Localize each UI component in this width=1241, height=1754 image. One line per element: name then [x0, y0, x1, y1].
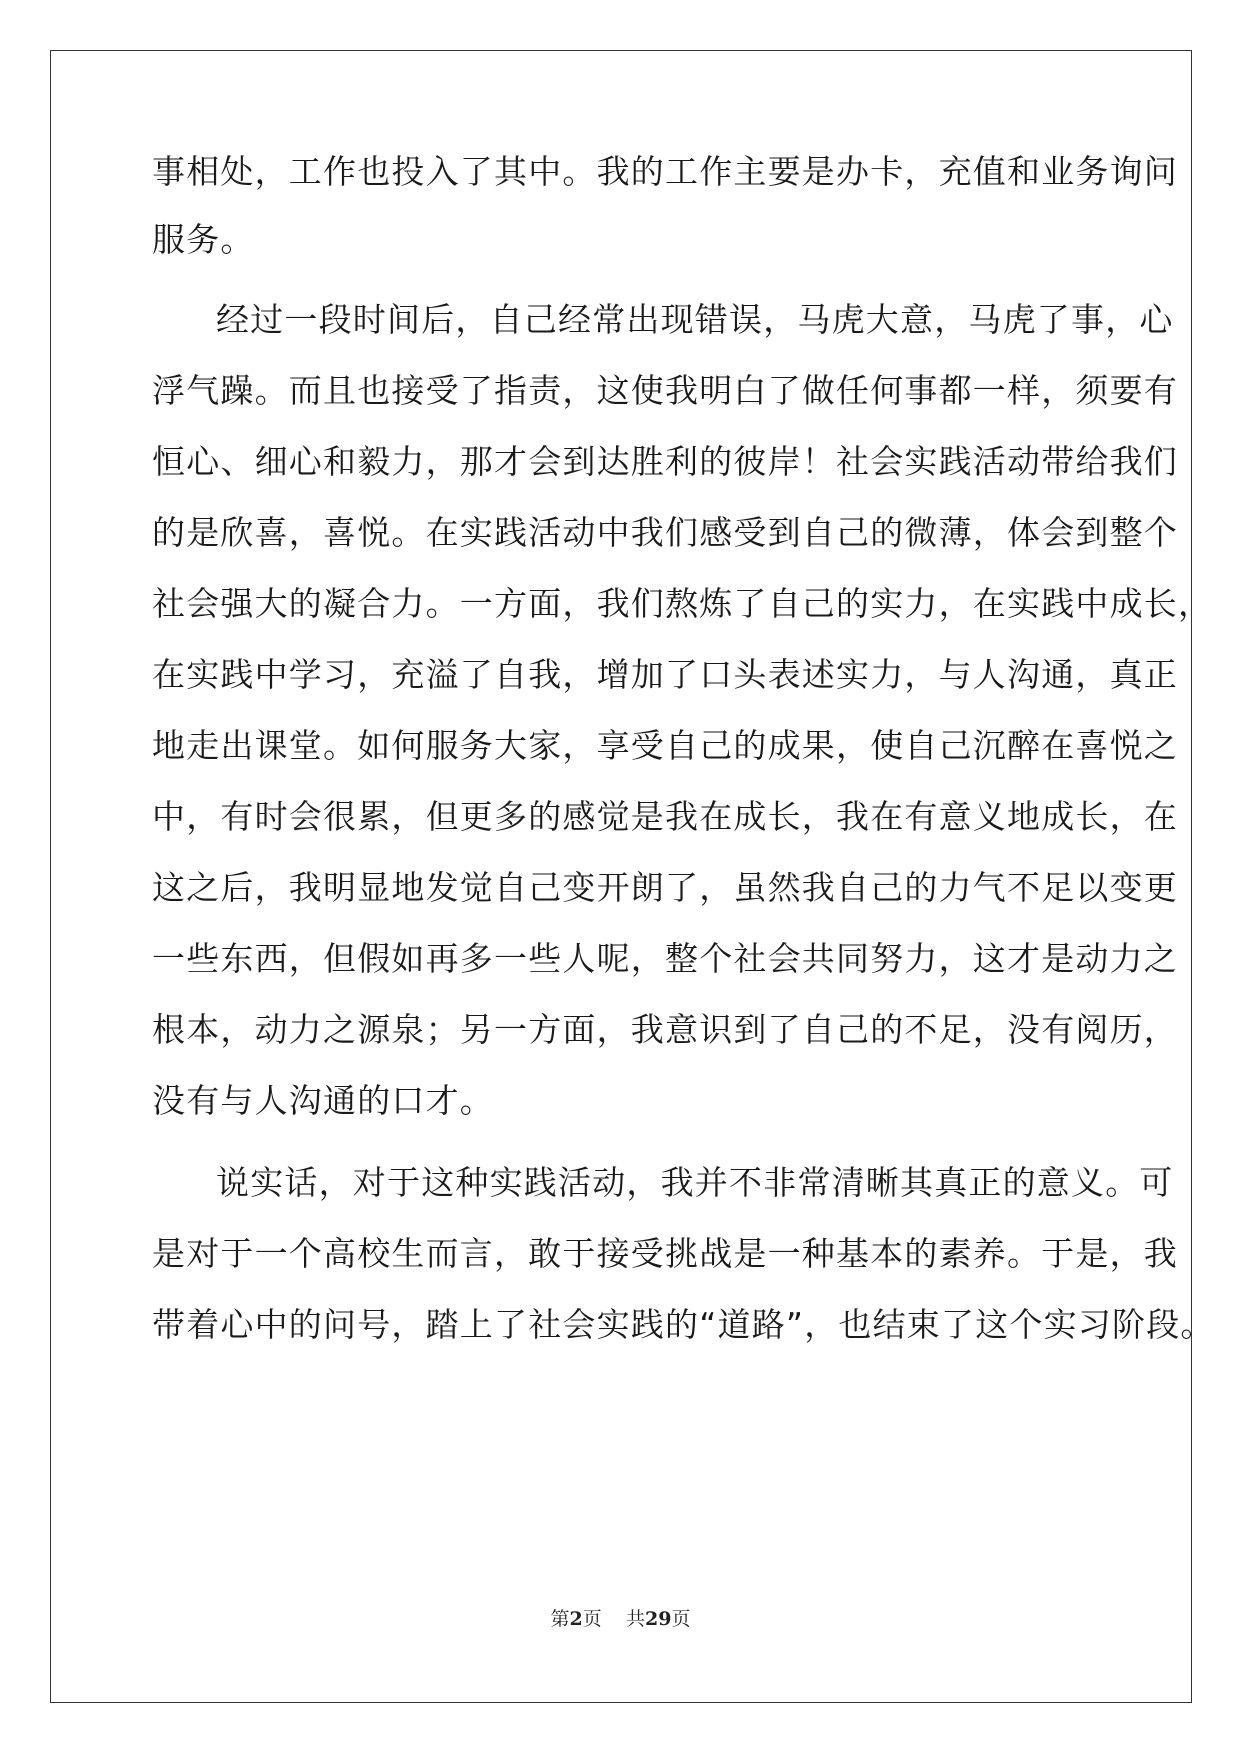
- text-line: 的是欣喜，喜悦。在实践活动中我们感受到自己的微薄，体会到整个: [152, 513, 1178, 552]
- total-pages: 29: [644, 1608, 672, 1630]
- text-line: 事相处，工作也投入了其中。我的工作主要是办卡，充值和业务询问: [152, 152, 1178, 191]
- page-number: 2: [569, 1608, 583, 1630]
- text-line: 恒心、细心和毅力，那才会到达胜利的彼岸！社会实践活动带给我们: [152, 442, 1178, 481]
- text-line: 带着心中的问号，踏上了社会实践的“道路”，也结束了这个实习阶段。: [152, 1305, 1215, 1344]
- text-line: 根本，动力之源泉；另一方面，我意识到了自己的不足，没有阅历，: [152, 1010, 1178, 1049]
- text-line: 没有与人沟通的口才。: [152, 1081, 494, 1120]
- text-line: 一些东西，但假如再多一些人呢，整个社会共同努力，这才是动力之: [152, 939, 1178, 978]
- text-line: 中，有时会很累，但更多的感觉是我在成长，我在有意义地成长，在: [152, 797, 1178, 836]
- page-footer: [0, 1607, 1241, 1631]
- text-line: 经过一段时间后，自己经常出现错误，马虎大意，马虎了事，心: [216, 300, 1174, 339]
- text-line: 浮气躁。而且也接受了指责，这使我明白了做任何事都一样，须要有: [152, 371, 1178, 410]
- text-line: 社会强大的凝合力。一方面，我们熬炼了自己的实力，在实践中成长，: [152, 584, 1213, 623]
- text-line: 服务。: [152, 220, 255, 259]
- text-line: 这之后，我明显地发觉自己变开朗了，虽然我自己的力气不足以变更: [152, 868, 1178, 907]
- text-line: 是对于一个高校生而言，敢于接受挑战是一种基本的素养。于是，我: [152, 1234, 1178, 1273]
- page-prefix: 第: [550, 1608, 570, 1630]
- page-unit: 页: [582, 1608, 602, 1630]
- total-prefix: 共: [625, 1608, 645, 1630]
- text-line: 在实践中学习，充溢了自我，增加了口头表述实力，与人沟通，真正: [152, 655, 1178, 694]
- text-line: 说实话，对于这种实践活动，我并不非常清晰其真正的意义。可: [216, 1163, 1174, 1202]
- text-line: 地走出课堂。如何服务大家，享受自己的成果，使自己沉醉在喜悦之: [152, 726, 1178, 765]
- total-unit: 页: [671, 1608, 691, 1630]
